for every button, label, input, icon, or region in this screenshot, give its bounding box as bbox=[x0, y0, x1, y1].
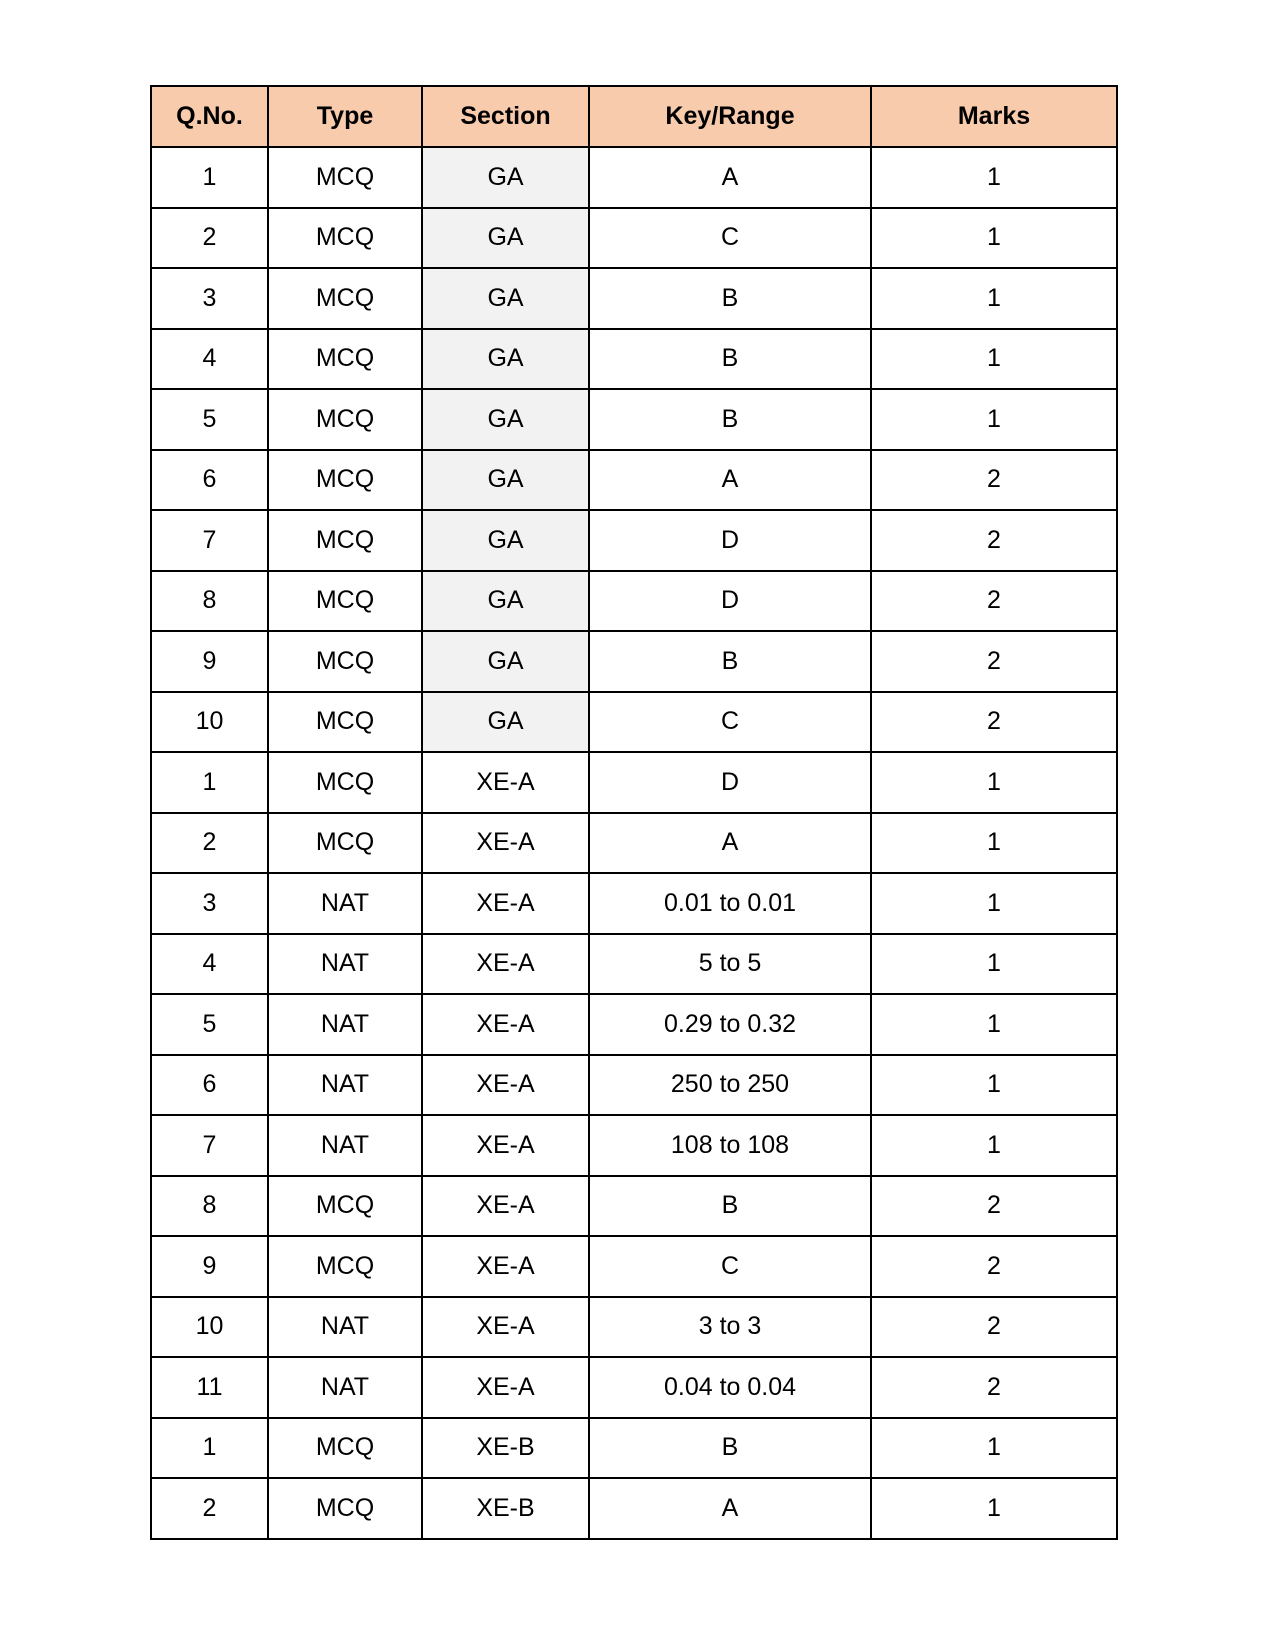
table-row bbox=[151, 268, 1117, 329]
cell-key-range: 5 to 5 bbox=[589, 934, 871, 995]
cell-marks: 1 bbox=[871, 1478, 1117, 1539]
cell-type: MCQ bbox=[268, 1176, 422, 1237]
cell-type: MCQ bbox=[268, 510, 422, 571]
cell-key-range: A bbox=[589, 1478, 871, 1539]
cell-marks: 1 bbox=[871, 208, 1117, 269]
cell-key-range: B bbox=[589, 631, 871, 692]
cell-qno: 1 bbox=[151, 147, 268, 208]
cell-section: GA bbox=[422, 571, 589, 632]
cell-section: XE-A bbox=[422, 1236, 589, 1297]
cell-qno: 1 bbox=[151, 752, 268, 813]
table-row bbox=[151, 450, 1117, 511]
cell-marks: 2 bbox=[871, 631, 1117, 692]
cell-marks: 1 bbox=[871, 752, 1117, 813]
cell-marks: 1 bbox=[871, 994, 1117, 1055]
cell-key-range: A bbox=[589, 450, 871, 511]
cell-type: MCQ bbox=[268, 1418, 422, 1479]
cell-section: XE-A bbox=[422, 1357, 589, 1418]
cell-qno: 9 bbox=[151, 1236, 268, 1297]
cell-section: GA bbox=[422, 692, 589, 753]
cell-type: MCQ bbox=[268, 450, 422, 511]
header-type: Type bbox=[268, 86, 422, 147]
cell-type: MCQ bbox=[268, 752, 422, 813]
cell-type: NAT bbox=[268, 934, 422, 995]
cell-qno: 2 bbox=[151, 813, 268, 874]
table-row bbox=[151, 1478, 1117, 1539]
cell-key-range: 0.01 to 0.01 bbox=[589, 873, 871, 934]
table-row bbox=[151, 389, 1117, 450]
table-row bbox=[151, 1115, 1117, 1176]
cell-section: GA bbox=[422, 450, 589, 511]
cell-type: NAT bbox=[268, 994, 422, 1055]
cell-type: NAT bbox=[268, 1115, 422, 1176]
cell-marks: 2 bbox=[871, 1297, 1117, 1358]
cell-qno: 8 bbox=[151, 571, 268, 632]
cell-key-range: C bbox=[589, 208, 871, 269]
cell-section: XE-A bbox=[422, 1055, 589, 1116]
cell-marks: 1 bbox=[871, 1055, 1117, 1116]
cell-key-range: B bbox=[589, 389, 871, 450]
cell-key-range: B bbox=[589, 268, 871, 329]
cell-qno: 7 bbox=[151, 1115, 268, 1176]
cell-qno: 6 bbox=[151, 450, 268, 511]
table-body bbox=[151, 147, 1117, 1539]
table-row bbox=[151, 1055, 1117, 1116]
cell-marks: 2 bbox=[871, 692, 1117, 753]
table-row bbox=[151, 329, 1117, 390]
cell-section: XE-A bbox=[422, 813, 589, 874]
cell-marks: 1 bbox=[871, 268, 1117, 329]
cell-qno: 3 bbox=[151, 268, 268, 329]
cell-key-range: 3 to 3 bbox=[589, 1297, 871, 1358]
cell-section: GA bbox=[422, 208, 589, 269]
header-section: Section bbox=[422, 86, 589, 147]
cell-qno: 7 bbox=[151, 510, 268, 571]
cell-section: XE-B bbox=[422, 1478, 589, 1539]
cell-qno: 10 bbox=[151, 692, 268, 753]
cell-marks: 2 bbox=[871, 510, 1117, 571]
cell-key-range: D bbox=[589, 510, 871, 571]
table-row bbox=[151, 1297, 1117, 1358]
answer-key-table bbox=[150, 85, 1118, 1540]
cell-qno: 8 bbox=[151, 1176, 268, 1237]
cell-type: NAT bbox=[268, 1055, 422, 1116]
cell-section: XE-A bbox=[422, 752, 589, 813]
cell-marks: 2 bbox=[871, 1236, 1117, 1297]
cell-key-range: A bbox=[589, 813, 871, 874]
header-qno: Q.No. bbox=[151, 86, 268, 147]
cell-section: GA bbox=[422, 329, 589, 390]
cell-section: GA bbox=[422, 268, 589, 329]
table-row bbox=[151, 147, 1117, 208]
cell-type: NAT bbox=[268, 873, 422, 934]
cell-marks: 2 bbox=[871, 1357, 1117, 1418]
table-row bbox=[151, 934, 1117, 995]
cell-marks: 1 bbox=[871, 1418, 1117, 1479]
cell-section: XE-A bbox=[422, 1176, 589, 1237]
cell-type: MCQ bbox=[268, 268, 422, 329]
cell-key-range: D bbox=[589, 752, 871, 813]
cell-qno: 11 bbox=[151, 1357, 268, 1418]
cell-type: MCQ bbox=[268, 571, 422, 632]
table-row bbox=[151, 1176, 1117, 1237]
cell-qno: 3 bbox=[151, 873, 268, 934]
cell-qno: 4 bbox=[151, 329, 268, 390]
cell-qno: 2 bbox=[151, 208, 268, 269]
header-key-range: Key/Range bbox=[589, 86, 871, 147]
cell-section: XE-A bbox=[422, 1115, 589, 1176]
cell-marks: 2 bbox=[871, 450, 1117, 511]
cell-type: MCQ bbox=[268, 813, 422, 874]
table-row bbox=[151, 571, 1117, 632]
cell-section: XE-A bbox=[422, 994, 589, 1055]
table-row bbox=[151, 510, 1117, 571]
cell-section: GA bbox=[422, 147, 589, 208]
cell-key-range: 108 to 108 bbox=[589, 1115, 871, 1176]
cell-marks: 1 bbox=[871, 147, 1117, 208]
cell-section: XE-A bbox=[422, 873, 589, 934]
cell-section: XE-B bbox=[422, 1418, 589, 1479]
cell-qno: 4 bbox=[151, 934, 268, 995]
table-row bbox=[151, 813, 1117, 874]
cell-qno: 5 bbox=[151, 389, 268, 450]
table-row bbox=[151, 994, 1117, 1055]
table-row bbox=[151, 692, 1117, 753]
table-row bbox=[151, 1418, 1117, 1479]
cell-type: MCQ bbox=[268, 208, 422, 269]
table-header-row bbox=[151, 86, 1117, 147]
cell-qno: 1 bbox=[151, 1418, 268, 1479]
cell-qno: 9 bbox=[151, 631, 268, 692]
cell-key-range: C bbox=[589, 692, 871, 753]
cell-section: GA bbox=[422, 389, 589, 450]
cell-section: GA bbox=[422, 510, 589, 571]
cell-key-range: C bbox=[589, 1236, 871, 1297]
header-marks: Marks bbox=[871, 86, 1117, 147]
cell-key-range: B bbox=[589, 1176, 871, 1237]
cell-section: GA bbox=[422, 631, 589, 692]
cell-type: MCQ bbox=[268, 329, 422, 390]
cell-type: NAT bbox=[268, 1297, 422, 1358]
cell-qno: 6 bbox=[151, 1055, 268, 1116]
cell-key-range: 0.04 to 0.04 bbox=[589, 1357, 871, 1418]
table-row bbox=[151, 1357, 1117, 1418]
cell-key-range: D bbox=[589, 571, 871, 632]
cell-qno: 10 bbox=[151, 1297, 268, 1358]
cell-marks: 1 bbox=[871, 934, 1117, 995]
cell-marks: 1 bbox=[871, 873, 1117, 934]
answer-key-sheet bbox=[150, 85, 1118, 1540]
cell-key-range: B bbox=[589, 329, 871, 390]
cell-type: NAT bbox=[268, 1357, 422, 1418]
cell-key-range: 250 to 250 bbox=[589, 1055, 871, 1116]
cell-qno: 2 bbox=[151, 1478, 268, 1539]
cell-type: MCQ bbox=[268, 1478, 422, 1539]
cell-qno: 5 bbox=[151, 994, 268, 1055]
cell-marks: 1 bbox=[871, 1115, 1117, 1176]
cell-key-range: A bbox=[589, 147, 871, 208]
table-row bbox=[151, 631, 1117, 692]
table-row bbox=[151, 873, 1117, 934]
cell-marks: 2 bbox=[871, 1176, 1117, 1237]
cell-key-range: 0.29 to 0.32 bbox=[589, 994, 871, 1055]
table-row bbox=[151, 752, 1117, 813]
table-row bbox=[151, 208, 1117, 269]
cell-type: MCQ bbox=[268, 631, 422, 692]
cell-type: MCQ bbox=[268, 1236, 422, 1297]
cell-type: MCQ bbox=[268, 692, 422, 753]
table-row bbox=[151, 1236, 1117, 1297]
cell-section: XE-A bbox=[422, 934, 589, 995]
cell-marks: 1 bbox=[871, 813, 1117, 874]
cell-marks: 2 bbox=[871, 571, 1117, 632]
cell-marks: 1 bbox=[871, 329, 1117, 390]
cell-type: MCQ bbox=[268, 147, 422, 208]
cell-marks: 1 bbox=[871, 389, 1117, 450]
cell-type: MCQ bbox=[268, 389, 422, 450]
cell-section: XE-A bbox=[422, 1297, 589, 1358]
cell-key-range: B bbox=[589, 1418, 871, 1479]
